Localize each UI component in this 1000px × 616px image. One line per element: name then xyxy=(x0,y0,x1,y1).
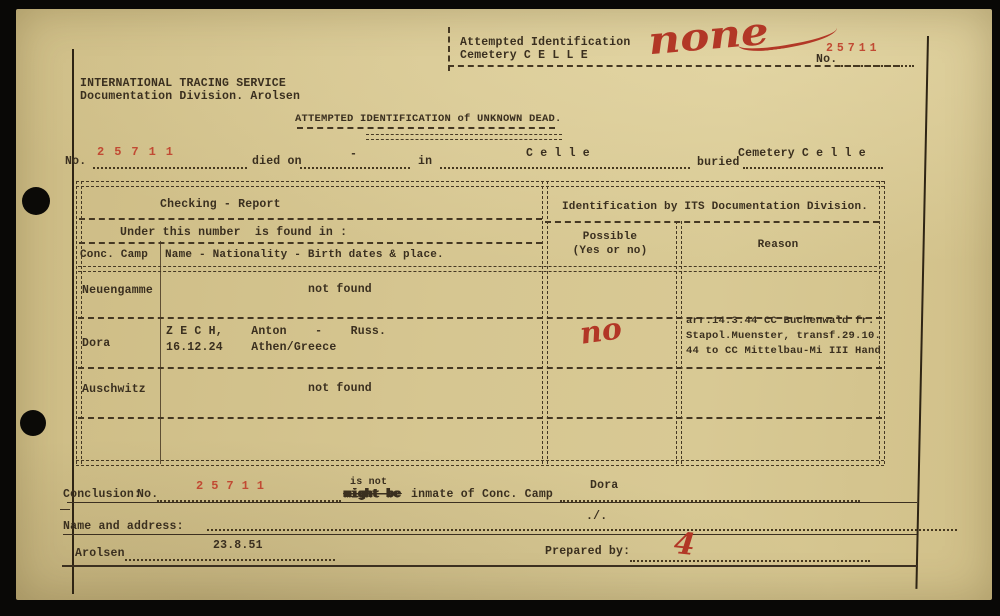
camp-column-divider xyxy=(160,241,161,464)
table-row-name-line2: 16.12.24 Athen/Greece xyxy=(166,341,337,354)
title-underline xyxy=(297,127,555,129)
stray-typed-line xyxy=(366,134,562,140)
handwritten-prepared-by-mark: 4 xyxy=(672,526,697,563)
checking-subheader: Under this number is found in : xyxy=(120,226,348,239)
place-label: Arolsen xyxy=(75,547,125,560)
table-row-camp: Neuengamme xyxy=(82,284,154,297)
column-header-reason: Reason xyxy=(757,239,799,251)
dotted-leader xyxy=(125,556,335,561)
conclusion-label: Conclusion: xyxy=(63,488,142,501)
row-separator xyxy=(78,417,882,419)
column-header-possible-1: Possible xyxy=(582,231,638,243)
stamp-line2: Cemetery C E L L E xyxy=(460,49,588,62)
table-row-result: not found xyxy=(308,382,372,395)
checking-table xyxy=(76,181,884,465)
subheader-underline xyxy=(79,242,542,244)
letterhead-org: INTERNATIONAL TRACING SERVICE xyxy=(80,77,286,90)
checking-report-header: Checking - Report xyxy=(160,198,281,211)
handwritten-no-annotation: no xyxy=(577,311,625,352)
letterhead-division: Documentation Division. Arolsen xyxy=(80,90,301,103)
buried-label: buried xyxy=(697,156,740,169)
name-address-label: Name and address: xyxy=(63,520,184,533)
table-center-divider xyxy=(542,181,548,464)
dotted-leader xyxy=(300,164,410,169)
table-row-name-line1: Z E C H, Anton - Russ. xyxy=(166,325,387,338)
dotted-leader xyxy=(93,164,247,169)
checking-header-underline xyxy=(79,218,542,220)
reg-no-value: 25711 xyxy=(97,145,184,159)
conclusion-camp-value: Dora xyxy=(590,479,619,492)
conclusion-text: inmate of Conc. Camp xyxy=(411,488,554,501)
conclusion-no-value: 25711 xyxy=(196,479,273,493)
column-header-camp: Conc. Camp xyxy=(80,249,149,261)
dotted-leader xyxy=(630,557,870,562)
stamp-line1: Attempted Identification xyxy=(460,36,631,49)
name-address-underline xyxy=(63,534,917,535)
buried-value: Cemetery C e l l e xyxy=(738,147,866,160)
prepared-by-label: Prepared by: xyxy=(545,545,631,558)
correction-above-text: is not xyxy=(350,477,388,488)
row-separator xyxy=(78,367,882,369)
header-row-separator xyxy=(78,266,882,272)
stamp-no-label: No. xyxy=(816,53,838,66)
struck-out-text: might be xyxy=(344,488,401,501)
conclusion-no-label: No. xyxy=(137,488,159,501)
stamp-no-value: 25711 xyxy=(826,42,881,55)
table-border-left xyxy=(76,181,82,464)
table-row-reason-line2: Stapol.Muenster, transf.29.10. xyxy=(686,330,882,342)
possible-reason-divider xyxy=(676,221,682,464)
table-row-result: not found xyxy=(308,283,372,296)
margin-tick xyxy=(60,509,70,510)
dotted-leader xyxy=(440,164,690,169)
conclusion-underline xyxy=(67,502,917,503)
reg-no-label: No. xyxy=(65,155,87,168)
identification-header: Identification by ITS Documentation Division. xyxy=(562,201,869,213)
table-row-reason-line1: arr.14.3.44 CC Buchenwald fr. xyxy=(686,315,875,327)
right-margin-rule xyxy=(915,36,929,589)
table-row-camp: Dora xyxy=(82,337,111,350)
table-border-top xyxy=(76,181,884,187)
punch-hole-top xyxy=(22,187,50,215)
dotted-leader xyxy=(207,526,957,531)
died-on-value: - xyxy=(350,148,358,161)
page-title: ATTEMPTED IDENTIFICATION of UNKNOWN DEAD. xyxy=(295,113,562,125)
in-value: C e l l e xyxy=(526,147,590,160)
left-margin-rule xyxy=(72,49,74,594)
died-on-label: died on xyxy=(252,155,302,168)
table-border-bottom xyxy=(76,460,884,466)
table-row-reason-line3: 44 to CC Mittelbau-Mi III Hand xyxy=(686,345,882,357)
handwritten-none-note: none xyxy=(646,7,771,64)
dotted-leader xyxy=(838,62,914,67)
document-page xyxy=(16,9,992,600)
date-value: 23.8.51 xyxy=(213,539,263,552)
identification-header-underline xyxy=(545,221,879,223)
separator-mark: ./. xyxy=(586,510,608,523)
table-border-right xyxy=(879,181,885,464)
dotted-leader xyxy=(743,164,883,169)
bottom-rule xyxy=(62,565,918,567)
column-header-name: Name - Nationality - Birth dates & place. xyxy=(165,249,444,261)
table-row-camp: Auschwitz xyxy=(82,383,146,396)
column-header-possible-2: (Yes or no) xyxy=(572,245,648,257)
in-label: in xyxy=(418,155,433,168)
punch-hole-bottom xyxy=(20,410,46,436)
